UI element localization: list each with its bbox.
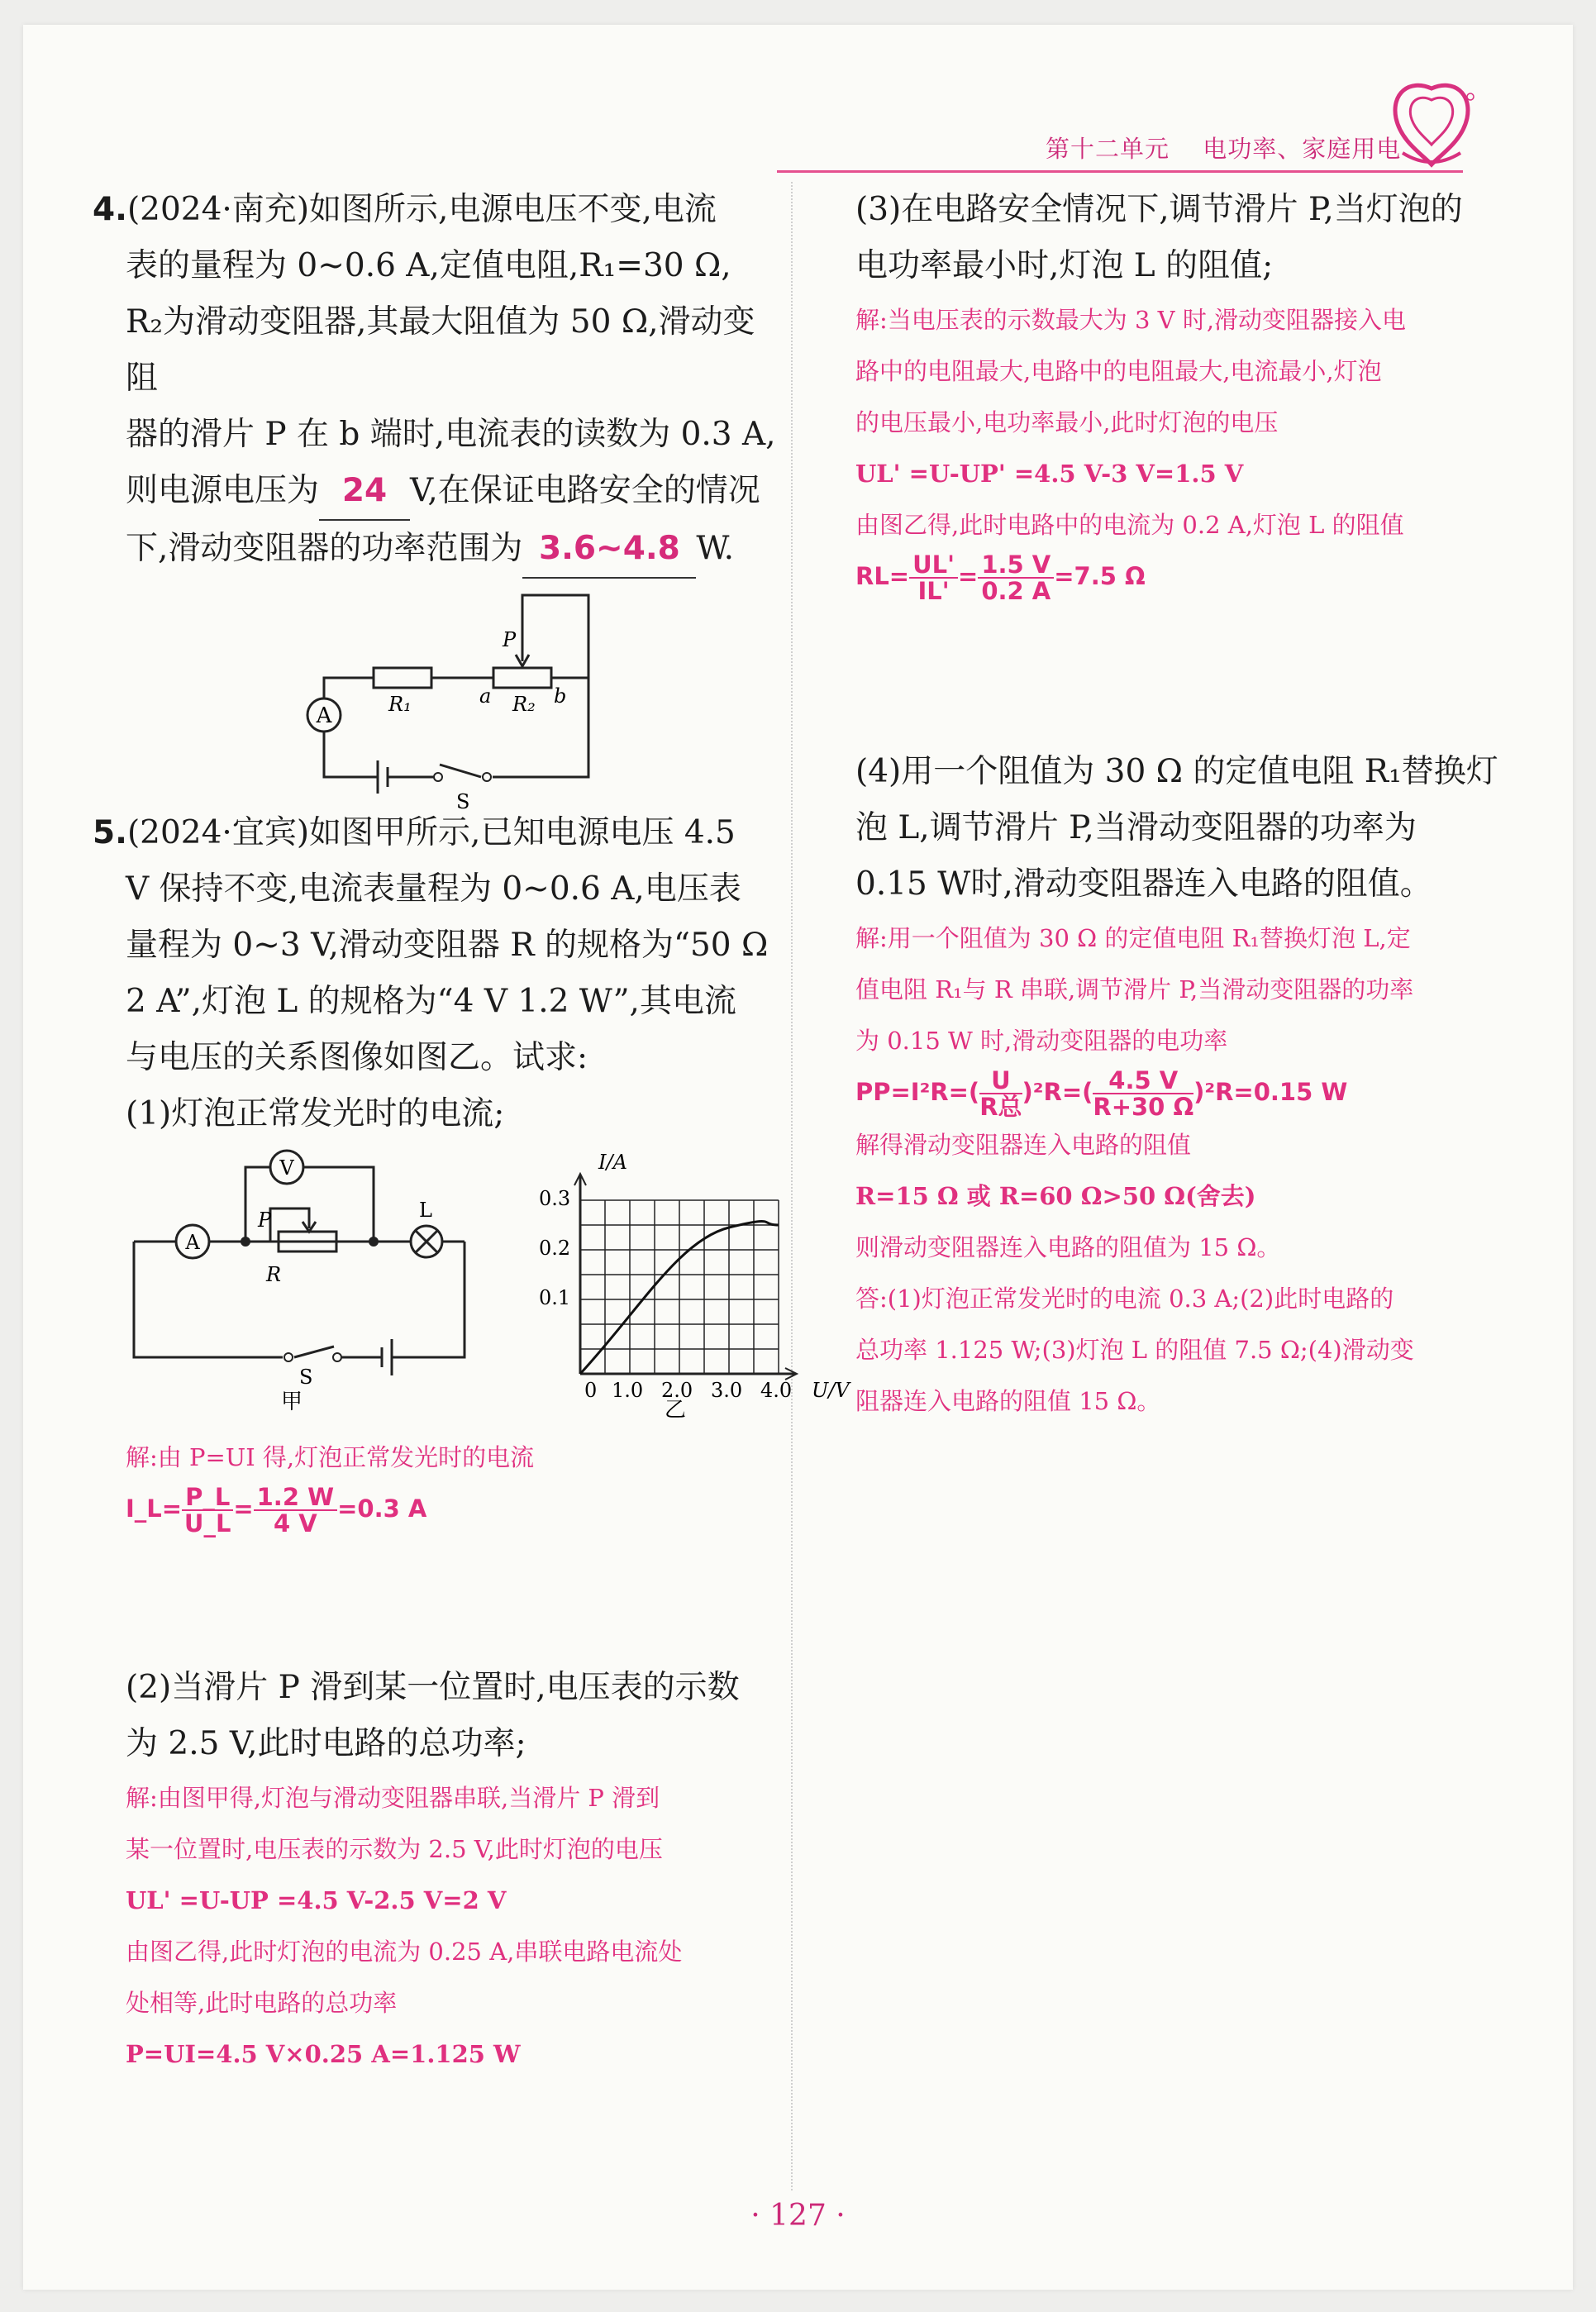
answer-2-line: 处相等,此时电路的总功率 — [126, 1989, 398, 2017]
q5-text: 量程为 0~3 V,滑动变阻器 R 的规格为“50 Ω — [126, 927, 769, 964]
graph-y3: 0.3 — [539, 1187, 571, 1210]
q5-part4: 0.15 W时,滑动变阻器连入电路的阻值。 — [855, 865, 1432, 903]
formula-part: = — [233, 1494, 254, 1523]
q4-r1-label: R₁ — [388, 693, 412, 716]
fraction-bottom: IL' — [917, 577, 950, 605]
q4-line5 — [93, 463, 787, 521]
fraction-bottom: R+30 Ω — [1093, 1093, 1194, 1121]
answer-2-line: 由图乙得,此时灯泡的电流为 0.25 A,串联电路电流处 — [126, 1938, 683, 1966]
page-header — [1046, 131, 1401, 164]
q4-circuit-diagram — [93, 595, 787, 813]
q4-text: R₂为滑动变阻器,其最大阻值为 50 Ω,滑动变阻 — [126, 303, 755, 397]
answer-4-line: 解得滑动变阻器连入电路的阻值 — [855, 1131, 1192, 1159]
graph-x2: 2.0 — [661, 1379, 693, 1402]
final-answer-line: 阻器连入电路的阻值 15 Ω。 — [855, 1387, 1161, 1415]
answer-4-line: 解:用一个阻值为 30 Ω 的定值电阻 R₁替换灯泡 L,定 — [855, 924, 1411, 952]
final-answer-line: 总功率 1.125 W;(3)灯泡 L 的阻值 7.5 Ω;(4)滑动变 — [855, 1336, 1414, 1364]
formula-part: =0.3 A — [337, 1494, 427, 1523]
q4-text: 器的滑片 P 在 b 端时,电流表的读数为 0.3 A, — [126, 416, 776, 453]
q5-number: 5. — [93, 814, 127, 851]
left-column — [93, 182, 850, 2080]
q5-p-label: P — [258, 1208, 272, 1232]
answer-4-line: 值电阻 R₁与 R 串联,调节滑片 P,当滑动变阻器的功率 — [855, 975, 1414, 1003]
fraction-bottom: U_L — [183, 1509, 231, 1537]
fraction-top: UL' — [909, 552, 958, 579]
q5-part4: (4)用一个阻值为 30 Ω 的定值电阻 R₁替换灯 — [855, 753, 1498, 790]
final-answer-line: 答:(1)灯泡正常发光时的电流 0.3 A;(2)此时电路的 — [855, 1285, 1394, 1313]
formula-part: = — [958, 562, 979, 590]
q4-answer-blank-1: 24 — [319, 463, 410, 521]
answer-4-line: 为 0.15 W 时,滑动变阻器的电功率 — [855, 1027, 1228, 1055]
answer-3-line: 路中的电阻最大,电路中的电阻最大,电流最小,灯泡 — [855, 357, 1382, 385]
q5-text: 与电压的关系图像如图乙。试求: — [126, 1039, 588, 1076]
fraction-bottom: R总 — [979, 1093, 1022, 1121]
rheostat-r2 — [493, 668, 551, 688]
header-unit: 第十二单元 — [1046, 135, 1170, 163]
q4-text: 下,滑动变阻器的功率范围为 — [126, 530, 523, 567]
q4-line1 — [93, 182, 787, 238]
q4-text: W. — [696, 530, 735, 567]
fraction-bottom: 4 V — [274, 1509, 317, 1537]
fraction-bottom: 0.2 A — [981, 577, 1051, 605]
graph-x1: 1.0 — [612, 1379, 644, 1402]
fraction-top: 1.5 V — [978, 552, 1054, 579]
q5-text: 如图甲所示,已知电源电压 4.5 — [309, 814, 736, 851]
answer-2-line: 某一位置时,电压表的示数为 2.5 V,此时灯泡的电压 — [126, 1835, 663, 1863]
formula-part: =7.5 Ω — [1054, 562, 1146, 590]
q4-text: 如图所示,电源电压不变,电流 — [309, 191, 717, 228]
q5-caption-jia: 甲 — [281, 1390, 303, 1414]
q5-caption-yi: 乙 — [665, 1398, 687, 1423]
answer-3-line: 由图乙得,此时电路中的电流为 0.2 A,灯泡 L 的阻值 — [855, 511, 1404, 539]
q4-text: V,在保证电路安全的情况 — [410, 472, 760, 509]
q4-text: 则电源电压为 — [126, 472, 320, 509]
q4-answer-blank-2: 3.6~4.8 — [522, 521, 696, 579]
graph-xlabel: U/V — [812, 1379, 850, 1402]
q4-a-label: a — [479, 684, 492, 708]
graph-y2: 0.2 — [539, 1237, 571, 1260]
fraction-top: P_L — [182, 1485, 233, 1511]
answer-2-line: UL' =U-UP =4.5 V-2.5 V=2 V — [126, 1886, 507, 1914]
q4-line6 — [93, 521, 787, 579]
fraction-top: U — [979, 1068, 1022, 1094]
q5-part3: (3)在电路安全情况下,调节滑片 P,当灯泡的 — [855, 191, 1463, 228]
fraction — [1093, 1068, 1193, 1119]
q4-ammeter-label: A — [316, 703, 332, 728]
q5-ammeter-label: A — [185, 1231, 200, 1254]
graph-x3: 3.0 — [711, 1379, 743, 1402]
q5-lamp-label: L — [419, 1199, 432, 1222]
answer-1-formula — [93, 1483, 787, 1536]
fraction-top: 1.2 W — [254, 1485, 337, 1511]
header-topic: 电功率、家庭用电 — [1203, 135, 1402, 163]
answer-2-line: 解:由图甲得,灯泡与滑动变阻器串联,当滑片 P 滑到 — [126, 1784, 660, 1812]
q5-part2: (2)当滑片 P 滑到某一位置时,电压表的示数 — [126, 1669, 740, 1706]
q4-b-label: b — [554, 684, 567, 708]
fraction — [978, 552, 1054, 603]
q4-p-label: P — [503, 628, 517, 651]
answer-3-line: UL' =U-UP' =4.5 V-3 V=1.5 V — [855, 460, 1244, 488]
fraction — [909, 552, 958, 603]
column-divider — [791, 182, 793, 2190]
q4-source: (2024·南充) — [126, 191, 310, 228]
right-column — [855, 182, 1517, 1427]
graph-ylabel: I/A — [598, 1151, 627, 1174]
q4-number: 4. — [93, 191, 127, 228]
q5-figures — [93, 1151, 850, 1423]
answer-4-formula — [855, 1066, 1517, 1119]
page-number: · 127 · — [750, 2199, 846, 2233]
formula-part: I_L= — [126, 1494, 183, 1523]
answer-2-line: P=UI=4.5 V×0.25 A=1.125 W — [126, 2040, 521, 2068]
fraction-top: 4.5 V — [1093, 1068, 1193, 1094]
fraction — [254, 1485, 337, 1536]
q4-text: 表的量程为 0~0.6 A,定值电阻,R₁=30 Ω, — [126, 247, 731, 284]
q4-switch-label: S — [456, 790, 470, 813]
fraction — [182, 1485, 233, 1536]
q4-r2-label: R₂ — [512, 693, 536, 716]
header-rule — [777, 170, 1463, 173]
formula-part: PP=I²R=( — [855, 1078, 980, 1106]
q5-r-label: R — [266, 1263, 282, 1286]
answer-3-formula — [855, 551, 1517, 603]
q5-iu-graph — [574, 1174, 797, 1380]
q5-part3: 电功率最小时,灯泡 L 的阻值; — [855, 247, 1274, 284]
q5-circuit-jia — [134, 1151, 465, 1375]
formula-part: RL= — [855, 562, 910, 590]
q5-switch-label: S — [299, 1366, 313, 1389]
q5-part4: 泡 L,调节滑片 P,当滑动变阻器的功率为 — [855, 809, 1417, 846]
q5-line1 — [93, 805, 787, 861]
answer-3-line: 的电压最小,电功率最小,此时灯泡的电压 — [855, 408, 1279, 436]
resistor-r1 — [374, 668, 431, 688]
graph-y1: 0.1 — [539, 1286, 571, 1309]
q5-voltmeter-label: V — [279, 1156, 294, 1180]
graph-x0: 0 — [584, 1379, 598, 1402]
answer-1-line: 解:由 P=UI 得,灯泡正常发光时的电流 — [126, 1443, 535, 1471]
q5-part1: (1)灯泡正常发光时的电流; — [126, 1095, 505, 1132]
q5-part2: 为 2.5 V,此时电路的总功率; — [126, 1725, 526, 1762]
answer-4-line: R=15 Ω 或 R=60 Ω>50 Ω(舍去) — [855, 1182, 1256, 1210]
q5-text: 2 A”,灯泡 L 的规格为“4 V 1.2 W”,其电流 — [126, 983, 736, 1020]
graph-x4: 4.0 — [760, 1379, 793, 1402]
fraction — [979, 1068, 1022, 1119]
formula-part: )²R=( — [1022, 1078, 1093, 1106]
q5-source: (2024·宜宾) — [126, 814, 310, 851]
answer-4-line: 则滑动变阻器连入电路的阻值为 15 Ω。 — [855, 1233, 1281, 1261]
answer-3-line: 解:当电压表的示数最大为 3 V 时,滑动变阻器接入电 — [855, 306, 1407, 334]
formula-part: )²R=0.15 W — [1193, 1078, 1348, 1106]
q5-text: V 保持不变,电流表量程为 0~0.6 A,电压表 — [126, 870, 741, 908]
